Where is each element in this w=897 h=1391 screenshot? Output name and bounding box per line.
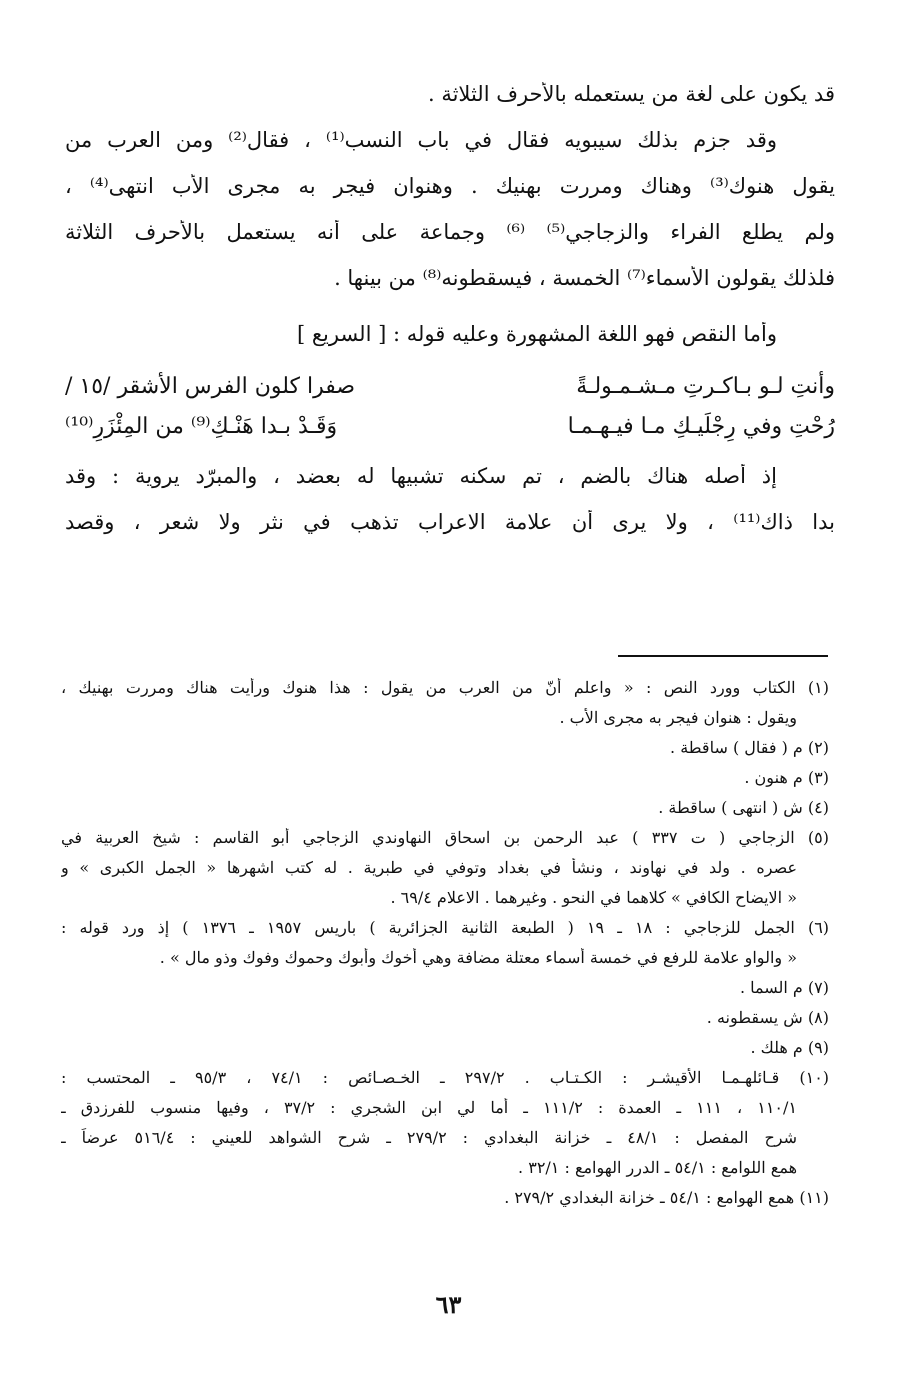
poem-verse-2: [65, 414, 835, 454]
footnote-1-continued: ويقول : هنوان فيجر به مجرى الأب .: [559, 708, 797, 727]
footnote-5: (٥) الزجاجي ( ت ٣٣٧ ) عبد الرحمن بن اسحاق النهاوندي الزجاجي أبو القاسم : شيخ العربية في: [61, 828, 829, 847]
footnote-4: (٤) ش ( انتهى ) ساقطة .: [658, 798, 829, 817]
text-line-3: يقول هنوك⁽³⁾ وهناك ومررت بهنيك . وهنوان فيجر به مجرى الأب انتهى⁽⁴⁾ ،: [65, 174, 835, 198]
verse-1-second-hemistich: صفرا كلون الفرس الأشقر /١٥ /: [65, 374, 356, 399]
footnote-10-continued-3: همع اللوامع : ٥٤/١ ـ الدرر الهوامع : ٣٢/١ .: [518, 1158, 797, 1177]
footnote-3: (٣) م هنون .: [744, 768, 829, 787]
footnote-8: (٨) ش يسقطونه .: [706, 1008, 829, 1027]
poem-verse-1: [65, 374, 835, 414]
footnote-5-continued-1: عصره . ولد في نهاوند ، ونشأ في بغداد وتوفي في طبرية . له كتب اشهرها « الجمل الكبرى » و: [61, 858, 798, 877]
footnote-divider: [618, 655, 828, 657]
verse-1-first-hemistich: وأنتِ لـو بـاكـرتِ مـشـمـولـةً: [576, 374, 835, 399]
text-line-1: قد يكون على لغة من يستعمله بالأحرف الثلاثة .: [427, 82, 835, 106]
text-line-2: وقد جزم بذلك سيبويه فقال في باب النسب⁽¹⁾ ، فقال⁽²⁾ ومن العرب من: [65, 128, 778, 152]
footnotes-block: [61, 678, 829, 1218]
text-line-4: ولم يطلع الفراء والزجاجي⁽⁵⁾ ⁽⁶⁾ وجماعة على أنه يستعمل بالأحرف الثلاثة: [65, 220, 835, 244]
footnote-5-continued-2: « الايضاح الكافي » كلاهما في النحو . وغيرهما . الاعلام ٦٩/٤ .: [390, 888, 797, 907]
verse-2-second-hemistich: وَقَـدْ بـدا هَنْـكِ⁽⁹⁾ من المِئْزَرِ⁽¹⁰⁾: [65, 414, 338, 439]
footnote-7: (٧) م السما .: [739, 978, 829, 997]
poem-block: [65, 374, 835, 454]
footnote-10: (١٠) قـائلهـمـا الأقيشـر : الكـتـاب . ٢٩٧/٢ ـ الخـصـائص : ٧٤/١ ، ٩٥/٣ ـ المحتسب :: [61, 1068, 829, 1087]
footnote-6: (٦) الجمل للزجاجي : ١٨ ـ ١٩ ( الطبعة الثانية الجزائرية ) باريس ١٩٥٧ ـ ١٣٧٦ ) إذ ورد قوله :: [61, 918, 829, 937]
verse-2-first-hemistich: رُحْتِ وفي رِجْلَيـكِ مـا فيـهـمـا: [567, 414, 835, 439]
footnote-11: (١١) همع الهوامع : ٥٤/١ ـ خزانة البغدادي ٢٧٩/٢ .: [504, 1188, 829, 1207]
text-line-7: بدا ذاك⁽¹¹⁾ ، ولا يرى أن علامة الاعراب تذهب في نثر ولا شعر ، وقصد: [65, 510, 835, 534]
footnote-9: (٩) م هلك .: [750, 1038, 829, 1057]
footnote-10-continued-1: ١١٠/١ ، ١١١ ـ العمدة : ١١١/٢ ـ أما لي ابن الشجري : ٣٧/٢ ، وفيها منسوب للفرزدق ـ: [61, 1098, 797, 1117]
footnote-10-continued-2: شرح المفصل : ٤٨/١ ـ خزانة البغدادي : ٢٧٩/٢ ـ شرح الشواهد للعيني : ٥١٦/٤ عرضاً ـ: [61, 1128, 798, 1147]
text-line-6: إذ أصله هناك بالضم ، تم سكنه تشبيها له بعضد ، والمبرّد يروية : وقد: [65, 464, 777, 488]
text-line-5: فلذلك يقولون الأسماء⁽⁷⁾ الخمسة ، فيسقطونه⁽⁸⁾ من بينها .: [334, 266, 835, 290]
footnote-1: (١) الكتاب وورد النص : « واعلم أنّ من العرب من يقول : هذا هنوك ورأيت هناك ومررت بهنيك ،: [61, 678, 829, 697]
meter-line: وأما النقص فهو اللغة المشهورة وعليه قوله : [ السريع ]: [296, 322, 777, 346]
main-text-block: [65, 82, 835, 556]
page-number: ٦٣: [435, 1290, 462, 1319]
footnote-2: (٢) م ( فقال ) ساقطة .: [670, 738, 829, 757]
after-poem-text: [65, 464, 835, 556]
footnote-6-continued: « والواو علامة للرفع في خمسة أسماء معتلة مضافة وهي أخوك وأبوك وحموك وفوك وذو مال » .: [159, 948, 797, 967]
